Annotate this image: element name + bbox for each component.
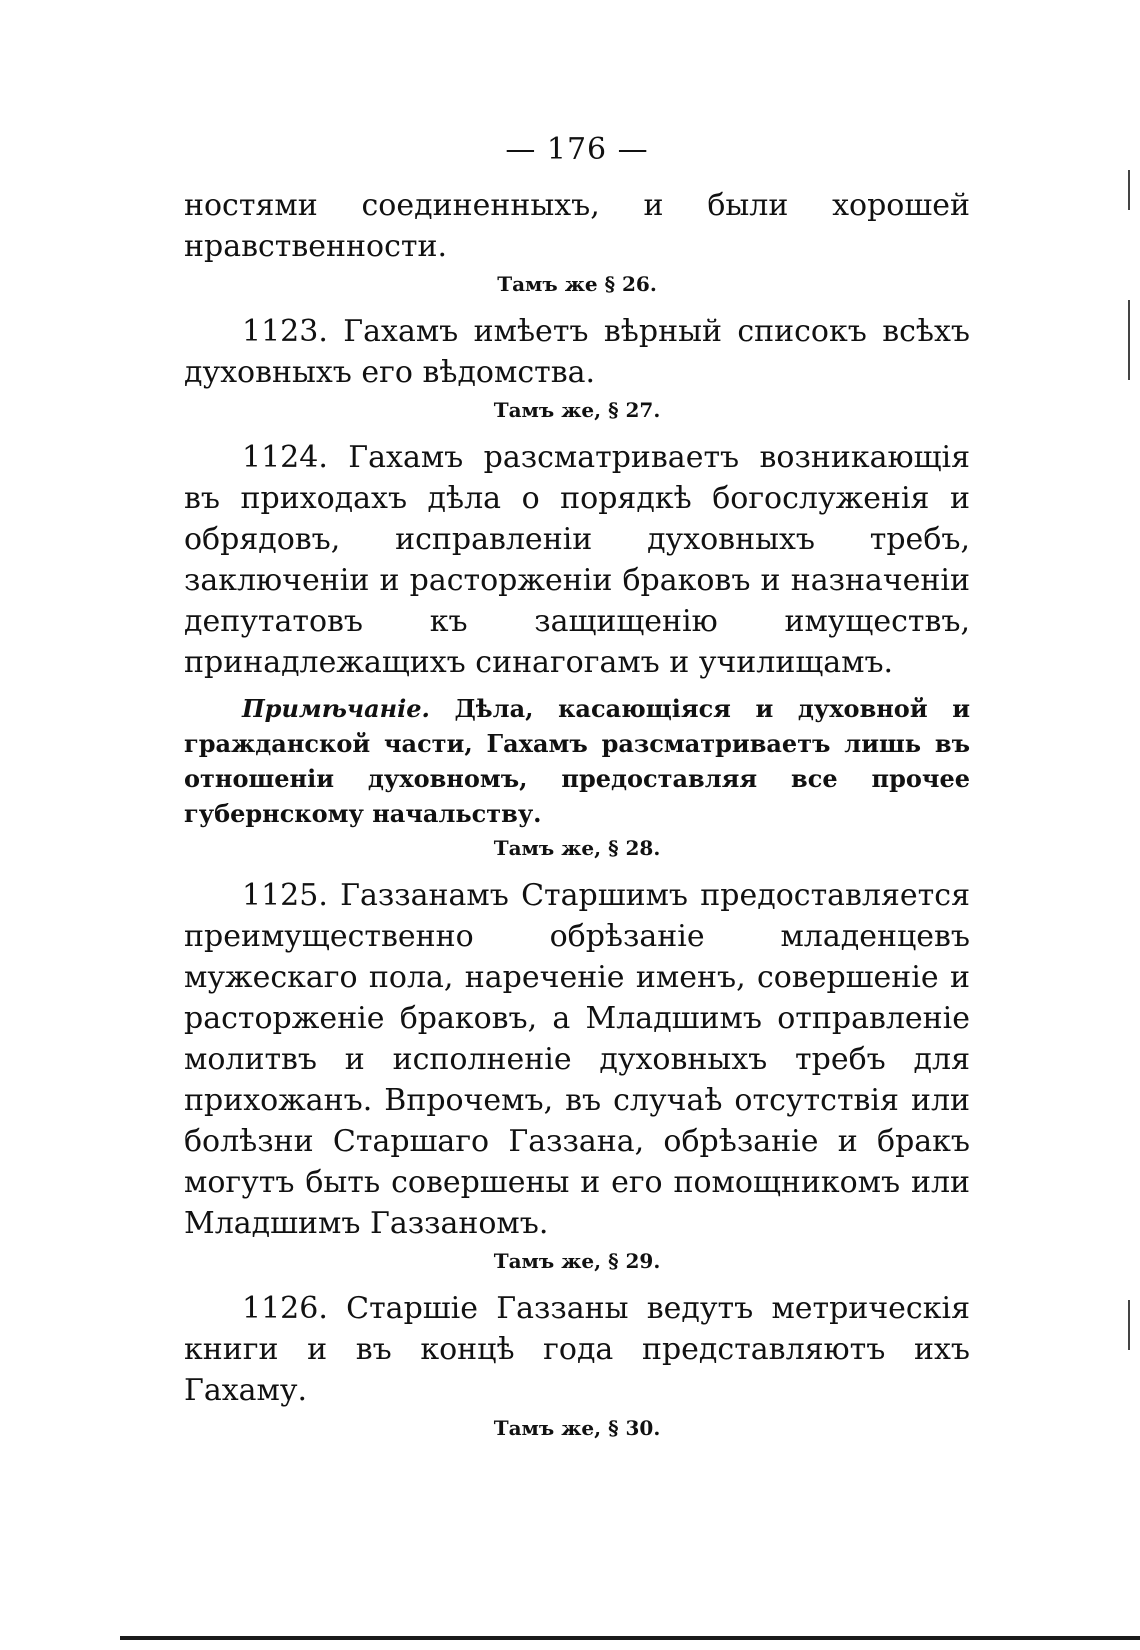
article-1125: 1125. Газзанамъ Старшимъ предоставляется преимущественно обрѣзаніе младенцевъ мужескаго пола, нареченіе именъ, совершеніе и расторженіе браковъ, а Младшимъ отправленіе молитвъ и исполненіе духовныхъ требъ для прихожанъ. Впрочемъ, въ случаѣ отсутствія или болѣзни Старшаго Газзана, обрѣзаніе и бракъ могутъ быть совершены и его помощникомъ или Младшимъ Газзаномъ. <box>184 878 970 1241</box>
scan-edge-mark <box>1128 1300 1130 1350</box>
note-text: Дѣла, касающіяся и духовной и гражданской части, Гахамъ разсматриваетъ лишь въ отношеніи духовномъ, предоставляя все прочее губернскому начальству. <box>184 694 971 828</box>
scan-edge-mark <box>1128 170 1130 210</box>
article-1123: 1123. Гахамъ имѣетъ вѣрный списокъ всѣхъ духовныхъ его вѣдомства. <box>184 314 970 390</box>
source-citation: Тамъ же, § 30. <box>493 1416 661 1440</box>
article-1124: 1124. Гахамъ разсматриваетъ возникающія въ приходахъ дѣла о порядкѣ богослуженія и обрядовъ, исправленіи духовныхъ требъ, заключеніи и расторженіи браковъ и назначеніи депутатовъ къ защищенію имуществъ, принадлежащихъ синагогамъ и училищамъ. <box>184 440 970 680</box>
paragraph-continuation: ностями соединенныхъ, и были хорошей нравственности. <box>184 188 970 264</box>
source-citation: Тамъ же § 26. <box>497 272 657 296</box>
source-citation: Тамъ же, § 28. <box>493 836 661 860</box>
note-label: Примѣчаніе. <box>242 694 430 723</box>
article-1126: 1126. Старшіе Газзаны ведутъ метрическія книги и въ концѣ года представляютъ ихъ Гахаму. <box>184 1291 970 1408</box>
source-citation: Тамъ же, § 27. <box>493 398 661 422</box>
page-body <box>184 132 970 1455</box>
page-number: — 176 — <box>505 132 649 167</box>
scan-bottom-rule <box>120 1636 1140 1640</box>
source-citation: Тамъ же, § 29. <box>493 1249 661 1273</box>
scan-edge-mark <box>1128 300 1130 380</box>
note-paragraph <box>184 691 970 831</box>
